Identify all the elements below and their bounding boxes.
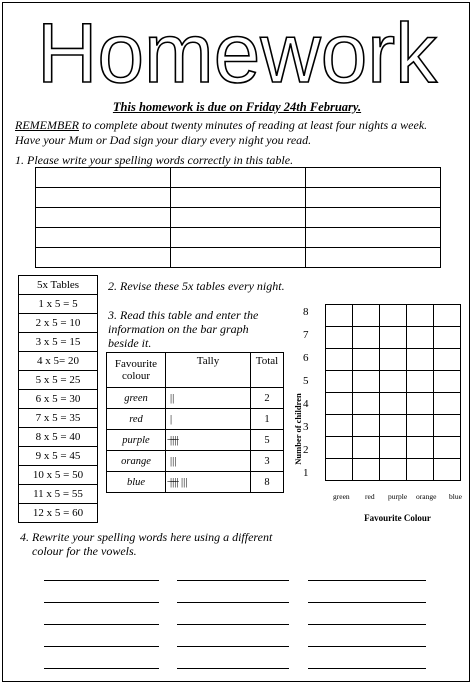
tally-header-tally: Tally (166, 353, 251, 388)
y-tick: 8 (303, 306, 309, 318)
writing-line[interactable] (44, 668, 159, 669)
spelling-cell[interactable] (36, 188, 171, 208)
writing-line[interactable] (308, 624, 426, 625)
x-category: orange (416, 492, 437, 501)
writing-line[interactable] (177, 668, 289, 669)
table-row (36, 248, 441, 268)
tally-colour: red (107, 409, 166, 430)
times-table-row: 1 x 5 = 5 (19, 295, 98, 314)
due-date-line: This homework is due on Friday 24th February. (112, 100, 362, 114)
writing-line[interactable] (44, 624, 159, 625)
x-category: red (365, 492, 375, 501)
writing-line[interactable] (308, 602, 426, 603)
spelling-cell[interactable] (171, 248, 306, 268)
table-row (107, 451, 284, 472)
writing-line[interactable] (308, 668, 426, 669)
x-category: blue (449, 492, 462, 501)
times-table-row: 8 x 5 = 40 (19, 428, 98, 447)
tally-colour: purple (107, 430, 166, 451)
task-3-line-3: beside it. (108, 336, 152, 350)
tally-total: 1 (251, 409, 284, 430)
spelling-cell[interactable] (171, 188, 306, 208)
times-table-row: 2 x 5 = 10 (19, 314, 98, 333)
x-category: purple (388, 492, 408, 501)
tally-total: 5 (251, 430, 284, 451)
x-category: green (333, 492, 350, 501)
writing-line[interactable] (177, 602, 289, 603)
reminder-keyword: REMEMBER (15, 118, 79, 132)
writing-line[interactable] (177, 580, 289, 581)
y-tick: 3 (303, 421, 309, 433)
times-table-header: 5x Tables (19, 276, 98, 295)
homework-title-text: Homework (37, 6, 438, 100)
task-3-line-2: information on the bar graph (108, 322, 249, 336)
tally-total: 2 (251, 388, 284, 409)
spelling-cell[interactable] (171, 168, 306, 188)
y-tick: 4 (303, 398, 309, 410)
table-row (107, 409, 284, 430)
spelling-cell[interactable] (306, 168, 441, 188)
spelling-cell[interactable] (36, 208, 171, 228)
tally-marks: ||| (166, 451, 251, 472)
tally-total: 8 (251, 472, 284, 493)
spelling-cell[interactable] (36, 228, 171, 248)
table-row (36, 228, 441, 248)
tally-colour: orange (107, 451, 166, 472)
times-table-row: 5 x 5 = 25 (19, 371, 98, 390)
y-tick: 5 (303, 375, 309, 387)
y-tick: 6 (303, 352, 309, 364)
spelling-cell[interactable] (306, 248, 441, 268)
times-table-row: 7 x 5 = 35 (19, 409, 98, 428)
writing-line[interactable] (44, 646, 159, 647)
y-tick: 2 (303, 444, 309, 456)
graph-y-axis-label: Number of children (293, 393, 303, 465)
spelling-cell[interactable] (171, 208, 306, 228)
writing-line[interactable] (44, 602, 159, 603)
spelling-cell[interactable] (306, 208, 441, 228)
table-row (107, 388, 284, 409)
times-table-row: 10 x 5 = 50 (19, 466, 98, 485)
tally-colour: green (107, 388, 166, 409)
spelling-cell[interactable] (306, 228, 441, 248)
reminder-line-2: Have your Mum or Dad sign your diary every night you read. (15, 133, 312, 147)
table-row (36, 168, 441, 188)
task-4-line-2: colour for the vowels. (32, 544, 137, 558)
times-table-row: 4 x 5= 20 (19, 352, 98, 371)
y-tick: 7 (303, 329, 309, 341)
tally-marks: ̶|̶|̶|̶| (166, 430, 251, 451)
times-table-row: 3 x 5 = 15 (19, 333, 98, 352)
task-1-instruction: 1. Please write your spelling words correctly in this table. (15, 153, 294, 167)
table-row (36, 208, 441, 228)
task-2-instruction: 2. Revise these 5x tables every night. (108, 279, 285, 293)
tally-marks: | (166, 409, 251, 430)
spelling-cell[interactable] (171, 228, 306, 248)
writing-line[interactable] (308, 646, 426, 647)
writing-line[interactable] (177, 624, 289, 625)
spelling-cell[interactable] (36, 248, 171, 268)
spelling-cell[interactable] (306, 188, 441, 208)
writing-line[interactable] (308, 580, 426, 581)
tally-header-colour: Favourite colour (107, 353, 166, 388)
tally-header-total: Total (251, 353, 284, 388)
reminder-text: to complete about twenty minutes of reading at least four nights a week. (78, 118, 428, 132)
writing-line[interactable] (44, 580, 159, 581)
table-row (36, 188, 441, 208)
tally-marks: ̶|̶|̶|̶| ||| (166, 472, 251, 493)
bar-graph-grid[interactable] (325, 304, 461, 481)
five-times-table (18, 275, 98, 523)
writing-line[interactable] (177, 646, 289, 647)
tally-total: 3 (251, 451, 284, 472)
times-table-row: 9 x 5 = 45 (19, 447, 98, 466)
times-table-row: 11 x 5 = 55 (19, 485, 98, 504)
task-3-line-1: 3. Read this table and enter the (108, 308, 259, 322)
y-tick: 1 (303, 467, 309, 479)
times-table-row: 6 x 5 = 30 (19, 390, 98, 409)
spelling-table (35, 167, 441, 268)
homework-title (0, 0, 474, 100)
spelling-cell[interactable] (36, 168, 171, 188)
table-row (107, 430, 284, 451)
tally-colour: blue (107, 472, 166, 493)
times-table-row: 12 x 5 = 60 (19, 504, 98, 523)
tally-marks: || (166, 388, 251, 409)
reminder-line-1 (15, 118, 470, 132)
graph-x-axis-label: Favourite Colour (364, 513, 431, 523)
tally-table (106, 352, 284, 493)
table-row (107, 472, 284, 493)
task-4-line-1: 4. Rewrite your spelling words here using a different (20, 530, 273, 544)
